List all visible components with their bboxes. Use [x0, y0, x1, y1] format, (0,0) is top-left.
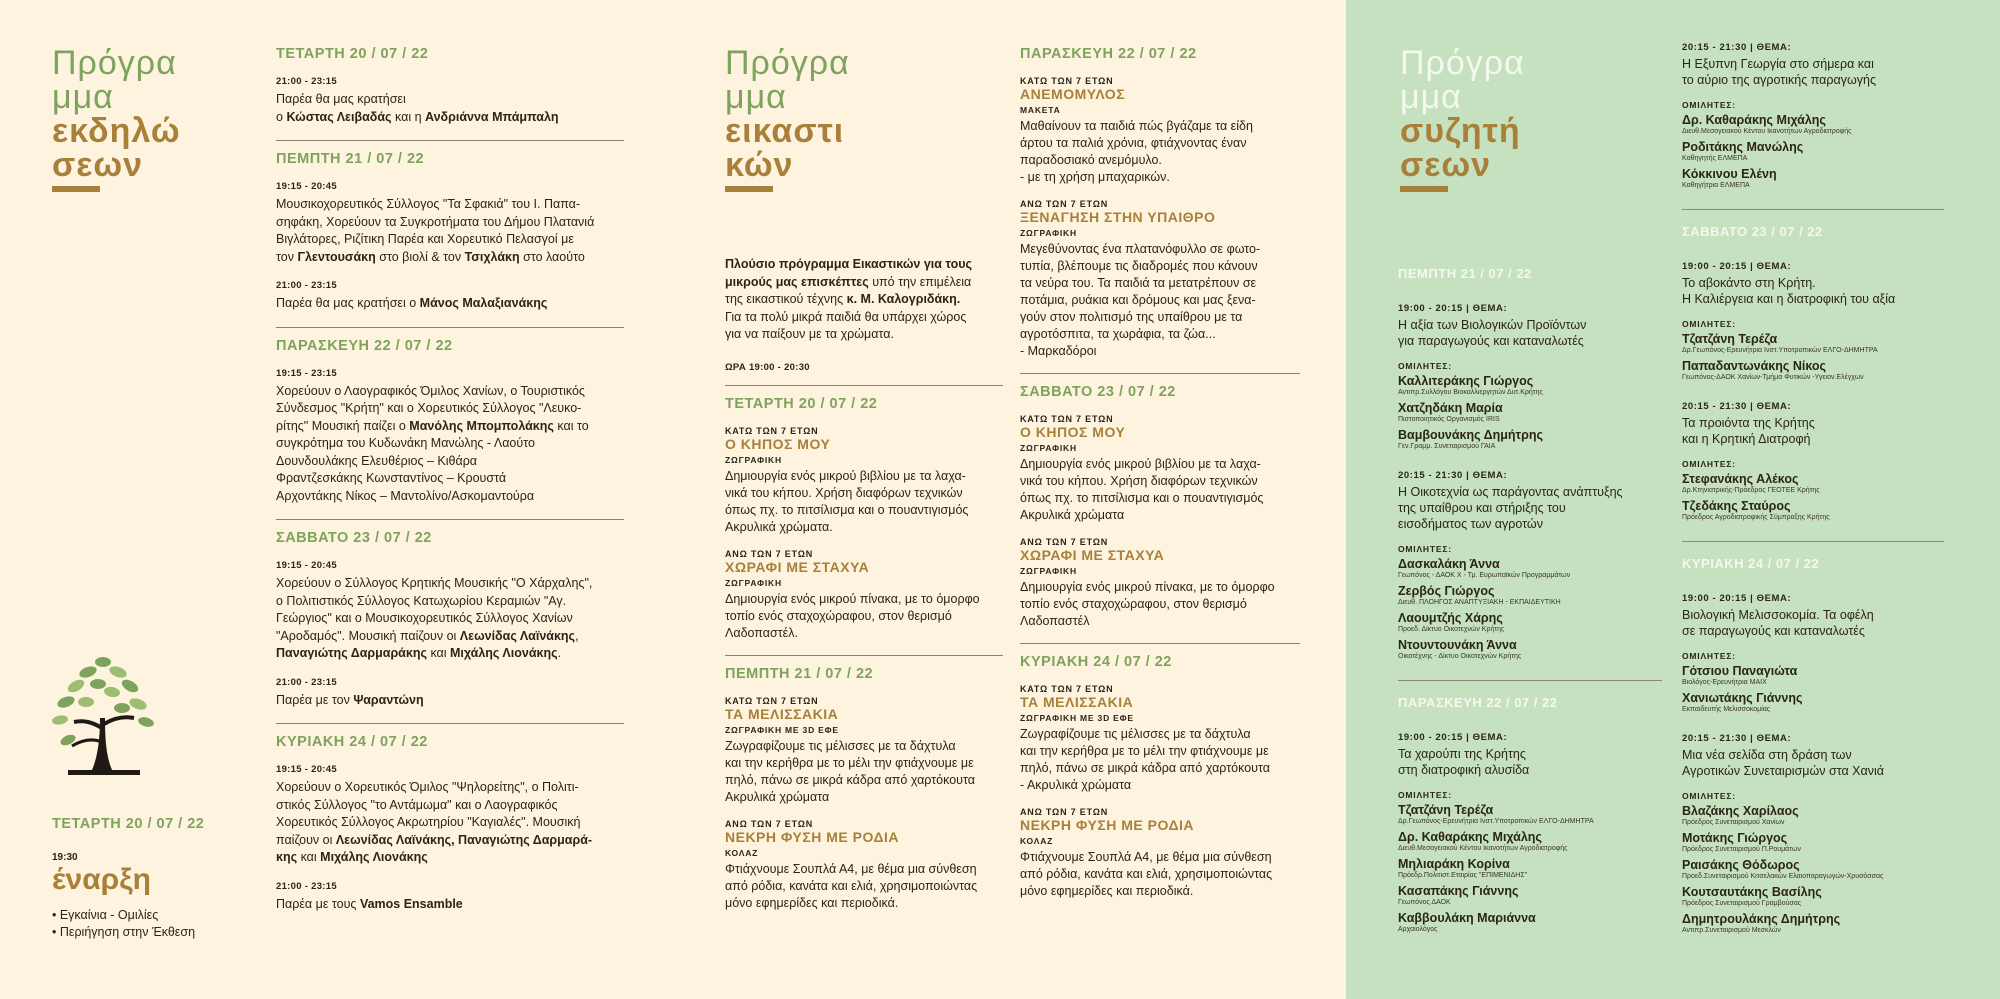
talk-topic: Το αβοκάντο στη Κρήτη. Η Καλιέργεια και η διατροφική του αξία: [1682, 276, 1896, 306]
arts-title-line2: μμα: [725, 78, 787, 116]
speaker-name: Κόκκινου Ελένη: [1682, 167, 1777, 181]
talks-title-bar: [1400, 186, 1448, 192]
text-segment: στο βιολί & τον: [375, 249, 465, 264]
workshop-type: ΚΟΛΑΖ: [1020, 836, 1054, 846]
divider: [725, 655, 1003, 656]
age-group: ΑΝΩ ΤΩΝ 7 ΕΤΩΝ: [1020, 537, 1109, 547]
workshop-description: Φτιάχνουμε Σουπλά Α4, με θέμα μια σύνθεση από ρόδια, κανάτα και ελιά, χρησιμοποιώντας μόνο εφημερίδες και περιοδικά.: [1020, 850, 1273, 898]
speakers-label: ΟΜΙΛΗΤΕΣ:: [1682, 651, 1736, 661]
workshop-title: Ο ΚΗΠΟΣ ΜΟΥ: [725, 435, 831, 452]
bold-text: Μιχάλης Λιονάκης: [450, 646, 558, 660]
workshop-title: ΧΩΡΑΦΙ ΜΕ ΣΤΑΧΥΑ: [1020, 547, 1165, 563]
talk-topic: Η Οικοτεχνία ως παράγοντας ανάπτυξης της υπαίθρου και στήριξης του εισοδήματος των αγροτών: [1398, 485, 1623, 531]
speaker-name: Ντουντουνάκη Άννα: [1398, 638, 1517, 652]
workshop-type: ΖΩΓΡΑΦΙΚΗ ΜΕ 3D ΕΦΕ: [725, 724, 839, 735]
talks-title-line4: σεων: [1400, 146, 1492, 184]
day-heading: ΚΥΡΙΑΚΗ 24 / 07 / 22: [1020, 654, 1172, 670]
events-title-line2: μμα: [52, 78, 114, 116]
speaker-role: Δρ.Γεωπόνος-Ερευνήτρια Ινστ.Υποτροπικών ΕΛΓΟ-ΔΗΜΗΤΡΑ: [1682, 347, 1878, 354]
event-time: 19:15 - 20:45: [276, 764, 337, 775]
arts-title-bar: [725, 186, 773, 192]
speaker-role: Καθηγήτρια ΕΛΜΕΠΑ: [1682, 182, 1750, 189]
speakers-label: ΟΜΙΛΗΤΕΣ:: [1682, 459, 1736, 469]
opening-bullets: [52, 907, 232, 941]
arts-intro: [725, 256, 1003, 344]
workshop-title: Ο ΚΗΠΟΣ ΜΟΥ: [1020, 424, 1126, 440]
event-description: [276, 196, 624, 266]
day-heading: ΠΕΜΠΤΗ 21 / 07 / 22: [276, 151, 425, 167]
age-group: ΚΑΤΩ ΤΩΝ 7 ΕΤΩΝ: [1020, 414, 1114, 424]
text-segment: .: [557, 646, 562, 660]
bold-text: Πλούσιο πρόγραμμα Εικαστικών για τους μικρούς μας επισκέπτες: [725, 257, 973, 289]
opening-bullet: • Εγκαίνια - Ομιλίες: [52, 908, 159, 922]
bold-text: Λεωνίδας Λαϊνάκης: [459, 628, 576, 643]
speaker-name: Ζερβός Γιώργος: [1398, 584, 1495, 598]
workshop-description: Φτιάχνουμε Σουπλά Α4, με θέμα μια σύνθεση από ρόδια, κανάτα και ελιά, χρησιμοποιώντας μόνο εφημερίδες και περιοδικά.: [725, 861, 978, 910]
event-description: [276, 692, 624, 710]
workshop-description: Δημιουργία ενός μικρού βιβλίου με τα λαχα- νικά του κήπου. Χρήση διαφόρων τεχνικών όπως πχ. το πιτσίλισμα και ο πουαντιγισμός Ακρυλικά χρώματα: [1020, 457, 1264, 522]
bold-text: Γλεντουσάκη: [297, 249, 376, 264]
divider: [276, 519, 624, 520]
text-segment: ο: [276, 109, 283, 124]
talks-panel: [1346, 0, 2000, 999]
speaker-name: Δημητρουλάκης Δημήτρης: [1682, 912, 1841, 926]
day-heading: ΠΕΜΠΤΗ 21 / 07 / 22: [725, 665, 874, 682]
event-time: 19:15 - 20:45: [276, 560, 337, 571]
day-heading: ΤΕΤΑΡΤΗ 20 / 07 / 22: [725, 395, 878, 412]
speaker-name: Λαουμτζής Χάρης: [1398, 611, 1503, 625]
speaker-name: Παπαδαντωνάκης Νίκος: [1682, 359, 1827, 373]
day-heading: ΠΑΡΑΣΚΕΥΗ 22 / 07 / 22: [1020, 46, 1197, 62]
day-heading: ΠΑΡΑΣΚΕΥΗ 22 / 07 / 22: [276, 337, 453, 354]
text-segment: υπό την επιμέλεια της εικαστικού τέχνης: [725, 274, 972, 306]
events-title-line4: σεων: [52, 146, 144, 184]
speaker-role: Γεωπόνος ΔΑΟΚ: [1398, 899, 1451, 906]
speaker-role: Αρχαιολόγος: [1398, 926, 1438, 933]
speaker-role: Πρόεδρος Συνεταιρισμού Π.Ρουμάτων: [1682, 846, 1801, 853]
speaker-role: Προεδ. Δίκτυο Οικοτεχνών Κρήτης: [1398, 626, 1505, 633]
speaker-role: Διευθ.Μεσογειακού Κέντου Ικανοτήτων Αγροδιατροφής: [1398, 845, 1568, 852]
workshop-title: ΝΕΚΡΗ ΦΥΣΗ ΜΕ ΡΟΔΙΑ: [725, 828, 900, 845]
text-segment: Για τα πολύ μικρά παιδιά θα υπάρχει χώρος για να παίξουν με τα χρώματα.: [725, 309, 967, 341]
text-segment: Παρέα με τον: [276, 692, 354, 707]
workshop-description: Μεγεθύνοντας ένα πλατανόφυλλο σε φωτο- τυπία, βλέπουμε τις διαδρομές που κάνουν τα νεύρα του. Τα παιδιά τα μετατρέπουν σε ποτάμια, ρυάκια και δρόμους και μας ξενα- γούν στον πολιτισμό της υπαίθρου με τα αγροτόσπιτα, τα χωράφια, τα ζώα... - Μαρκαδόροι: [1020, 242, 1261, 358]
workshop-description: Δημιουργία ενός μικρού πίνακα, με το όμορφο τοπίο ενός σταχοχώραφου, στον θερισμό Λαδοπαστέλ.: [725, 591, 980, 640]
bold-text: Vamos Ensamble: [359, 896, 463, 911]
workshop-description: Δημιουργία ενός μικρού βιβλίου με τα λαχα- νικά του κήπου. Χρήση διαφόρων τεχνικών όπως πχ. το πιτσίλισμα και ο πουαντιγισμός Ακρυλικά χρώματα.: [725, 468, 969, 534]
text-segment: Μουσικοχορευτικός Σύλλογος "Τα Σφακιά" του Ι. Παπα- σηφάκη, Χορεύουν τα Συγκροτήματα του Δήμου Πλατανιά Βιγλάτορες, Ριζίτικη Παρέα και Χορευτικό Πελασγοί με τον: [276, 197, 595, 264]
bold-text: Τσιχλάκη: [464, 249, 520, 264]
speaker-role: Πρόεδρος Συνεταιρισμού Γραμβούσας: [1682, 900, 1802, 907]
talks-title-line2: μμα: [1400, 78, 1462, 116]
workshop-type: ΖΩΓΡΑΦΙΚΗ: [725, 577, 782, 588]
age-group: ΚΑΤΩ ΤΩΝ 7 ΕΤΩΝ: [1020, 76, 1114, 86]
divider: [1020, 373, 1300, 374]
text-segment: Χορεύουν ο Χορευτικός Όμιλος "Ψηλορείτης", ο Πολιτι- στικός Σύλλογος "το Αντάμωμα" και ο Λαογραφικός Χορευτικός Σύλλογος Ακρωτηρίου "Καγιαλές". Μουσική παίζουν οι: [276, 780, 581, 847]
workshop-description: Μαθαίνουν τα παιδιά πώς βγάζαμε τα είδη άρτου τα παλιά χρόνια, φτιάχνοντας έναν παραδοσιακό ανεμόμυλο. - με τη χρήση μπαχαρικών.: [1020, 119, 1253, 184]
events-title: [52, 46, 181, 182]
arts-panel: [673, 0, 1346, 999]
workshop-type: ΖΩΓΡΑΦΙΚΗ: [1020, 228, 1077, 238]
events-title-line3: εκδηλώ: [52, 112, 181, 150]
events-title-line1: Πρόγρα: [52, 44, 177, 82]
arts-hours: ΩΡΑ 19:00 - 20:30: [725, 361, 810, 373]
workshop-title: ΤΑ ΜΕΛΙΣΣΑΚΙΑ: [725, 705, 839, 722]
arts-title: [725, 46, 850, 182]
speaker-role: Εκπαιδευτής Μελισσοκομίας: [1682, 706, 1771, 713]
age-group: ΑΝΩ ΤΩΝ 7 ΕΤΩΝ: [725, 548, 814, 559]
age-group: ΑΝΩ ΤΩΝ 7 ΕΤΩΝ: [725, 818, 814, 829]
talks-title-line1: Πρόγρα: [1400, 44, 1525, 82]
speaker-role: Καθηγητής ΕΛΜΕΠΑ: [1682, 155, 1748, 162]
divider: [1398, 680, 1662, 681]
speakers-label: ΟΜΙΛΗΤΕΣ:: [1682, 319, 1736, 329]
speaker-name: Ραισάκης Θόδωρος: [1682, 858, 1800, 872]
day-heading: ΚΥΡΙΑΚΗ 24 / 07 / 22: [1682, 556, 1820, 571]
opening-time: 19:30: [52, 852, 78, 863]
day-heading: ΣΑΒΒΑΤΟ 23 / 07 / 22: [276, 530, 432, 546]
bold-text: Μανόλης Μπομπολάκης: [409, 418, 554, 433]
arts-title-line3: εικαστι: [725, 112, 845, 150]
workshop-type: ΜΑΚΕΤΑ: [1020, 105, 1061, 115]
text-segment: και το συγκρότημα του Κυδωνάκη Μανώλης - Λαούτο Δουνδουλάκης Ελευθέριος – Κιθάρα Φραντζεσκάκης Κωνσταντίνος – Κρουστά Αρχοντάκης Νίκος – Μαντολίνο/Ασκομαντούρα: [276, 418, 589, 503]
opening-bullet: • Περιήγηση στην Έκθεση: [52, 925, 196, 939]
talk-session: [1682, 261, 1944, 383]
talk-session: [1682, 593, 1944, 715]
talk-time: 20:15 - 21:30 | ΘΕΜΑ:: [1682, 733, 1792, 744]
speaker-name: Βαμβουνάκης Δημήτρης: [1398, 428, 1544, 442]
talk-topic: Μια νέα σελίδα στη δράση των Αγροτικών Συνεταιρισμών στα Χανιά: [1682, 748, 1884, 778]
speaker-name: Ροδιτάκης Μανώλης: [1682, 140, 1804, 154]
arts-title-line4: κών: [725, 146, 794, 184]
olive-tree-icon: [48, 648, 158, 782]
speaker-role: Πρόεδρ.Πολιτιστ.Εταιρίας "ΕΠΙΜΕΝΙΔΗΣ": [1398, 872, 1528, 879]
talk-time: 19:00 - 20:15 | ΘΕΜΑ:: [1398, 303, 1508, 314]
speaker-role: Διευθ. ΠΛΟΗΓΟΣ ΑΝΑΠΤΥΞΙΑΚΗ - ΕΚΠΑΙΔΕΥΤΙΚΗ: [1398, 599, 1561, 606]
speaker-role: Βιολόγος-Ερευνήτρια ΜΑΙΧ: [1682, 679, 1767, 686]
opening-block: [52, 816, 232, 941]
talk-time: 20:15 - 21:30 | ΘΕΜΑ:: [1682, 401, 1792, 412]
workshop-type: ΖΩΓΡΑΦΙΚΗ: [725, 454, 782, 465]
workshop-title: ΤΑ ΜΕΛΙΣΣΑΚΙΑ: [1020, 694, 1134, 710]
talk-time: 20:15 - 21:30 | ΘΕΜΑ:: [1682, 42, 1792, 53]
event-description: [276, 91, 624, 126]
divider: [276, 140, 624, 141]
speaker-role: Οικοτέχνης - Δίκτυο Οικοτεχνών Κρήτης: [1398, 653, 1522, 660]
event-description: [276, 575, 624, 663]
event-time: 19:15 - 23:15: [276, 367, 337, 379]
event-description: [276, 295, 624, 313]
talk-topic: Τα χαρούπι της Κρήτης στη διατροφική αλυσίδα: [1398, 747, 1530, 777]
speaker-role: Γεν.Γραμμ. Συνεταιρισμού ΓΑΙΑ: [1398, 443, 1496, 450]
speaker-name: Γότσιου Παναγιώτα: [1682, 664, 1798, 678]
talk-topic: Τα προιόντα της Κρήτης και η Κρητική Διατροφή: [1682, 416, 1815, 446]
talk-session: [1398, 303, 1662, 452]
arts-left-column: [725, 256, 1003, 925]
speaker-role: Πρόεδρος Αγροδιατροφικής Σύμπραξης Κρήτης: [1682, 514, 1830, 521]
day-heading: ΤΕΤΑΡΤΗ 20 / 07 / 22: [276, 46, 429, 62]
speaker-name: Καββουλάκη Μαριάννα: [1398, 911, 1536, 925]
event-description: [276, 779, 624, 867]
speaker-name: Τζατζάνη Τερέζα: [1398, 803, 1494, 817]
event-time: 21:00 - 23:15: [276, 76, 337, 87]
talk-session: [1682, 401, 1944, 523]
event-time: 21:00 - 23:15: [276, 280, 337, 291]
speaker-role: Γεωπόνος - ΔΑΟΚ Χ - Τμ. Ευρωπαϊκών Προγραμμάτων: [1398, 572, 1571, 579]
speaker-name: Δρ. Καθαράκης Μιχάλης: [1398, 830, 1542, 844]
speaker-role: Δρ.Κτηνιατρικής-Πρόεδρος ΓΕΟΤΕΕ Κρήτης: [1682, 487, 1820, 494]
text-segment: και: [297, 850, 321, 864]
talk-topic: Η Εξυπνη Γεωργία στο σήμερα και το αύριο της αγροτικής παραγωγής: [1682, 57, 1876, 87]
workshop-type: ΖΩΓΡΑΦΙΚΗ: [1020, 443, 1077, 453]
text-segment: ,: [575, 628, 579, 643]
speaker-name: Δρ. Καθαράκης Μιχάλης: [1682, 113, 1826, 127]
talk-session: [1398, 732, 1662, 935]
speaker-role: Αντιπρ.Συνεταιρισμού Μεσκλών: [1682, 927, 1781, 934]
talk-time: 20:15 - 21:30 | ΘΕΜΑ:: [1398, 470, 1508, 481]
speaker-name: Τζατζάνη Τερέζα: [1682, 332, 1778, 346]
speaker-name: Κασαπάκης Γιάννης: [1398, 884, 1519, 898]
talks-left-column: [1398, 266, 1662, 953]
speakers-label: ΟΜΙΛΗΤΕΣ:: [1682, 100, 1736, 110]
speaker-role: Γεωπόνος-ΔΑΟΚ Χανίων-Τμήμα Φυτικών -Υγειον.Ελέγχων: [1682, 374, 1864, 381]
talk-time: 19:00 - 20:15 | ΘΕΜΑ:: [1682, 593, 1792, 604]
speaker-name: Καλλιτεράκης Γιώργος: [1398, 374, 1534, 388]
workshop-description: Ζωγραφίζουμε τις μέλισσες με τα δάχτυλα και την κερήθρα με το μέλι την φτιάχνουμε με πηλό, πάνω σε μικρά κάδρα από χαρτόκουτα Ακρυλικά χρώματα: [725, 738, 976, 804]
age-group: ΑΝΩ ΤΩΝ 7 ΕΤΩΝ: [1020, 807, 1109, 817]
talk-time: 19:00 - 20:15 | ΘΕΜΑ:: [1682, 261, 1792, 272]
event-time: 21:00 - 23:15: [276, 880, 337, 892]
day-heading: ΣΑΒΒΑΤΟ 23 / 07 / 22: [1682, 224, 1823, 239]
event-description: [276, 896, 624, 914]
workshop-title: ΞΕΝΑΓΗΣΗ ΣΤΗΝ ΥΠΑΙΘΡΟ: [1020, 209, 1216, 225]
age-group: ΚΑΤΩ ΤΩΝ 7 ΕΤΩΝ: [725, 425, 819, 436]
talk-session: [1682, 733, 1944, 936]
speaker-name: Χανιωτάκης Γιάννης: [1682, 691, 1803, 705]
speaker-role: Δρ.Γεωπόνος-Ερευνήτρια Ινστ.Υποτροπικών ΕΛΓΟ-ΔΗΜΗΤΡΑ: [1398, 818, 1594, 825]
bold-text: Μιχάλης Λιονάκης: [320, 850, 428, 864]
text-segment: στο λαούτο: [519, 249, 585, 264]
speaker-name: Μηλιαράκη Κορίνα: [1398, 857, 1510, 871]
speakers-label: ΟΜΙΛΗΤΕΣ:: [1398, 544, 1452, 554]
workshop-type: ΖΩΓΡΑΦΙΚΗ: [1020, 566, 1077, 576]
opening-word: έναρξη: [52, 863, 151, 896]
speaker-role: Πρόεδρος Συνεταιρισμού Χανίων: [1682, 819, 1785, 826]
workshop-type: ΚΟΛΑΖ: [725, 847, 759, 858]
workshop-title: ΝΕΚΡΗ ΦΥΣΗ ΜΕ ΡΟΔΙΑ: [1020, 817, 1195, 833]
speaker-role: Διευθ.Μεσογειακού Κέντου Ικανοτήτων Αγροδιατροφής: [1682, 128, 1852, 135]
event-description: [276, 383, 624, 506]
speaker-name: Μοτάκης Γιώργος: [1682, 831, 1788, 845]
workshop-description: Ζωγραφίζουμε τις μέλισσες με τα δάχτυλα και την κερήθρα με το μέλι την φτιάχνουμε με πηλό, πάνω σε μικρά κάδρα από χαρτόκουτα - Ακρυλικά χρώματα: [1020, 727, 1271, 792]
event-time: 19:15 - 20:45: [276, 181, 337, 192]
day-heading: ΣΑΒΒΑΤΟ 23 / 07 / 22: [1020, 384, 1176, 400]
bold-text: Μάνος Μαλαξιανάκης: [419, 296, 548, 310]
speaker-role: Προεδ.Συνεταιρισμού Κιτσελακών Ελαιοπαραγωγών-Χρυσόσσας: [1682, 873, 1884, 880]
talk-session: [1682, 42, 1944, 191]
talk-topic: Η αξία των Βιολογικών Προϊόντων για παραγωγούς και καταναλωτές: [1398, 318, 1587, 348]
arts-title-line1: Πρόγρα: [725, 44, 850, 82]
divider: [276, 723, 624, 724]
text-segment: Χορεύουν ο Σύλλογος Κρητικής Μουσικής "Ο Χάρχαλης", ο Πολιτιστικός Σύλλογος Κατωχωρίου Κεραμιών "Αγ. Γεώργιος" και ο Μουσικοχορευτικός Σύλλογος Χανίων "Αροδαμός". Μουσική παίζουν οι: [276, 576, 593, 643]
text-segment: Παρέα θα μας κρατήσει: [276, 92, 406, 106]
speaker-name: Δασκαλάκη Άννα: [1398, 557, 1500, 571]
workshop-title: ΧΩΡΑΦΙ ΜΕ ΣΤΑΧΥΑ: [725, 558, 870, 575]
age-group: ΚΑΤΩ ΤΩΝ 7 ΕΤΩΝ: [1020, 684, 1114, 694]
event-time: 21:00 - 23:15: [276, 676, 337, 688]
events-panel: [0, 0, 673, 999]
speakers-label: ΟΜΙΛΗΤΕΣ:: [1398, 361, 1452, 371]
bold-text: Ψαραντώνη: [353, 692, 424, 707]
day-heading: ΠΑΡΑΣΚΕΥΗ 22 / 07 / 22: [1398, 695, 1558, 710]
workshop-description: Δημιουργία ενός μικρού πίνακα, με το όμορφο τοπίο ενός σταχοχώραφου, στον θερισμό Λαδοπαστέλ: [1020, 580, 1275, 628]
bold-text: Παναγιώτης Δαρμαράκης: [276, 646, 427, 660]
text-segment: Παρέα με τους: [276, 896, 360, 911]
opening-day: ΤΕΤΑΡΤΗ 20 / 07 / 22: [52, 816, 205, 832]
speakers-label: ΟΜΙΛΗΤΕΣ:: [1682, 791, 1736, 801]
bold-text: Ανδριάννα Μπάμπαλη: [425, 109, 559, 124]
divider: [1682, 541, 1944, 542]
day-heading: ΠΕΜΠΤΗ 21 / 07 / 22: [1398, 266, 1532, 281]
talks-title-line3: συζητή: [1400, 112, 1521, 150]
text-segment: Παρέα θα μας κρατήσει ο: [276, 296, 420, 310]
talk-session: [1398, 470, 1662, 662]
bold-text: Λεωνίδας Λαϊνάκης, Παναγιώτης Δαρμαρά- κης: [276, 832, 593, 864]
divider: [1020, 643, 1300, 644]
speaker-name: Στεφανάκης Αλέκος: [1682, 472, 1799, 486]
bold-text: Κώστας Λειβαδάς: [286, 109, 392, 124]
talks-title: [1400, 46, 1525, 182]
speaker-name: Βλαζάκης Χαρίλαος: [1682, 804, 1799, 818]
text-segment: και η: [391, 109, 426, 124]
age-group: ΑΝΩ ΤΩΝ 7 ΕΤΩΝ: [1020, 199, 1109, 209]
talks-right-column: [1682, 42, 1944, 954]
text-segment: Χορεύουν ο Λαογραφικός Όμιλος Χανίων, ο Τουριστικός Σύνδεσμος "Κρήτη" και ο Χορευτικός Σύλλογος "Λευκο- ρίτης" Μουσική παίζει ο: [276, 383, 585, 433]
age-group: ΚΑΤΩ ΤΩΝ 7 ΕΤΩΝ: [725, 695, 819, 706]
speaker-role: Πιστοποιητικός Οργανισμός IRIS: [1398, 416, 1500, 423]
divider: [1682, 209, 1944, 210]
workshop-type: ΖΩΓΡΑΦΙΚΗ ΜΕ 3D ΕΦΕ: [1020, 713, 1134, 723]
speaker-name: Κουτσαυτάκης Βασίλης: [1682, 885, 1822, 899]
talk-time: 19:00 - 20:15 | ΘΕΜΑ:: [1398, 732, 1508, 743]
events-title-bar: [52, 186, 100, 192]
day-heading: ΚΥΡΙΑΚΗ 24 / 07 / 22: [276, 734, 428, 750]
text-segment: και: [426, 646, 451, 660]
speaker-role: Αντιπρ.Συλλόγου Βιοκαλλιεργητών Δυτ.Κρήτης: [1398, 389, 1543, 396]
talk-topic: Βιολογική Μελισσοκομία. Τα οφέλη σε παραγωγούς και καταναλωτές: [1682, 608, 1874, 638]
arts-right-column: [1020, 46, 1300, 913]
divider: [276, 327, 624, 328]
bold-text: κ. Μ. Καλογριδάκη.: [846, 292, 961, 306]
divider: [725, 385, 1003, 386]
speaker-name: Χατζηδάκη Μαρία: [1398, 401, 1503, 415]
speakers-label: ΟΜΙΛΗΤΕΣ:: [1398, 790, 1452, 800]
workshop-title: ΑΝΕΜΟΜΥΛΟΣ: [1020, 86, 1126, 102]
events-schedule: [276, 46, 624, 927]
speaker-name: Τζεδάκης Σταύρος: [1682, 499, 1791, 513]
